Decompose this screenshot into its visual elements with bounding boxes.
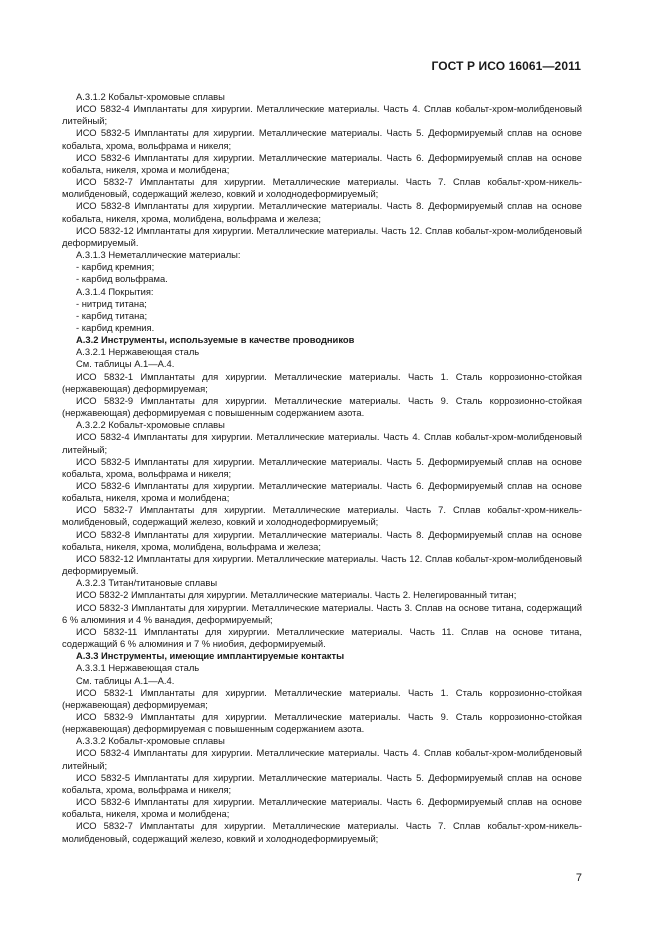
paragraph: ИСО 5832-5 Имплантаты для хирургии. Металлические материалы. Часть 5. Деформируемый сплав на основе кобальта, хрома, вольфрама и никеля; xyxy=(62,455,582,479)
paragraph: - нитрид титана; xyxy=(76,297,147,309)
paragraph: ИСО 5832-7 Имплантаты для хирургии. Металлические материалы. Часть 7. Сплав кобальт-хром-никель-молибденовый, содержащий железо, ковкий и холоднодеформируемый; xyxy=(62,176,582,200)
paragraph: ИСО 5832-11 Имплантаты для хирургии. Металлические материалы. Часть 11. Сплав на основе титана, содержащий 6 % алюминия и 7 % ниобия, деформируемый. xyxy=(62,625,582,650)
paragraph: ИСО 5832-9 Имплантаты для хирургии. Металлические материалы. Часть 9. Сталь коррозионно-стойкая (нержавеющая) деформируемая с повышенным содержанием азота. xyxy=(62,710,582,735)
paragraph: ИСО 5832-9 Имплантаты для хирургии. Металлические материалы. Часть 9. Сталь коррозионно-стойкая (нержавеющая) деформируемая с повышенным содержанием азота. xyxy=(62,394,582,419)
paragraph: - карбид вольфрама. xyxy=(76,273,168,285)
paragraph: ИСО 5832-12 Имплантаты для хирургии. Металлические материалы. Часть 12. Сплав кобальт-хром-молибденовый деформируемый. xyxy=(62,224,582,248)
paragraph: ИСО 5832-8 Имплантаты для хирургии. Металлические материалы. Часть 8. Деформируемый сплав на основе кобальта, никеля, хрома, молибдена, вольфрама и железа; xyxy=(62,200,582,224)
paragraph: См. таблицы А.1—А.4. xyxy=(76,358,175,370)
paragraph: ИСО 5832-5 Имплантаты для хирургии. Металлические материалы. Часть 5. Деформируемый сплав на основе кобальта, хрома, вольфрама и никеля; xyxy=(62,127,582,151)
page-header-standard-id: ГОСТ Р ИСО 16061—2011 xyxy=(431,59,581,73)
paragraph: - карбид титана; xyxy=(76,309,148,321)
paragraph: А.3.3.1 Нержавеющая сталь xyxy=(76,662,200,674)
paragraph: А.3.3.2 Кобальт-хромовые сплавы xyxy=(76,735,225,747)
page-number: 7 xyxy=(575,872,582,884)
paragraph: См. таблицы А.1—А.4. xyxy=(76,674,175,686)
paragraph: ИСО 5832-2 Имплантаты для хирургии. Металлические материалы. Часть 2. Нелегированный титан; xyxy=(76,589,517,601)
paragraph: ИСО 5832-1 Имплантаты для хирургии. Металлические материалы. Часть 1. Сталь коррозионно-стойкая (нержавеющая) деформируемая; xyxy=(62,686,582,710)
document-body xyxy=(62,91,582,845)
paragraph: ИСО 5832-4 Имплантаты для хирургии. Металлические материалы. Часть 4. Сплав кобальт-хром-молибденовый литейный; xyxy=(62,103,582,127)
paragraph: ИСО 5832-8 Имплантаты для хирургии. Металлические материалы. Часть 8. Деформируемый сплав на основе кобальта, никеля, хрома, молибдена, вольфрама и железа; xyxy=(62,528,582,552)
paragraph: А.3.1.2 Кобальт-хромовые сплавы xyxy=(76,91,225,102)
paragraph: ИСО 5832-6 Имплантаты для хирургии. Металлические материалы. Часть 6. Деформируемый сплав на основе кобальта, никеля, хрома и молибдена; xyxy=(62,796,582,820)
section-heading: А.3.2 Инструменты, используемые в качестве проводников xyxy=(76,334,355,346)
paragraph: А.3.2.1 Нержавеющая сталь xyxy=(76,346,200,358)
paragraph: ИСО 5832-7 Имплантаты для хирургии. Металлические материалы. Часть 7. Сплав кобальт-хром-никель-молибденовый, содержащий железо, ковкий и холоднодеформируемый; xyxy=(62,820,582,844)
paragraph: А.3.2.2 Кобальт-хромовые сплавы xyxy=(76,419,225,431)
section-heading: А.3.3 Инструменты, имеющие имплантируемые контакты xyxy=(76,650,345,662)
paragraph: ИСО 5832-5 Имплантаты для хирургии. Металлические материалы. Часть 5. Деформируемый сплав на основе кобальта, хрома, вольфрама и никеля; xyxy=(62,771,582,795)
paragraph: ИСО 5832-3 Имплантаты для хирургии. Металлические материалы. Часть 3. Сплав на основе титана, содержащий 6 % алюминия и 4 % ванадия, деформируемый; xyxy=(62,601,582,625)
paragraph: ИСО 5832-1 Имплантаты для хирургии. Металлические материалы. Часть 1. Сталь коррозионно-стойкая (нержавеющая) деформируемая; xyxy=(62,370,582,394)
paragraph: ИСО 5832-4 Имплантаты для хирургии. Металлические материалы. Часть 4. Сплав кобальт-хром-молибденовый литейный; xyxy=(62,747,582,771)
paragraph: А.3.1.3 Неметаллические материалы: xyxy=(76,249,241,261)
paragraph: А.3.1.4 Покрытия: xyxy=(76,285,154,297)
paragraph: - карбид кремния. xyxy=(76,321,155,333)
paragraph: ИСО 5832-7 Имплантаты для хирургии. Металлические материалы. Часть 7. Сплав кобальт-хром-никель-молибденовый, содержащий железо, ковкий и холоднодеформируемый; xyxy=(62,504,582,528)
paragraph: ИСО 5832-6 Имплантаты для хирургии. Металлические материалы. Часть 6. Деформируемый сплав на основе кобальта, никеля, хрома и молибдена; xyxy=(62,151,582,175)
paragraph: - карбид кремния; xyxy=(76,261,155,273)
paragraph: ИСО 5832-4 Имплантаты для хирургии. Металлические материалы. Часть 4. Сплав кобальт-хром-молибденовый литейный; xyxy=(62,431,582,455)
paragraph: ИСО 5832-6 Имплантаты для хирургии. Металлические материалы. Часть 6. Деформируемый сплав на основе кобальта, никеля, хрома и молибдена; xyxy=(62,480,582,504)
paragraph: ИСО 5832-12 Имплантаты для хирургии. Металлические материалы. Часть 12. Сплав кобальт-хром-молибденовый деформируемый. xyxy=(62,552,582,577)
paragraph: А.3.2.3 Титан/титановые сплавы xyxy=(76,577,218,589)
